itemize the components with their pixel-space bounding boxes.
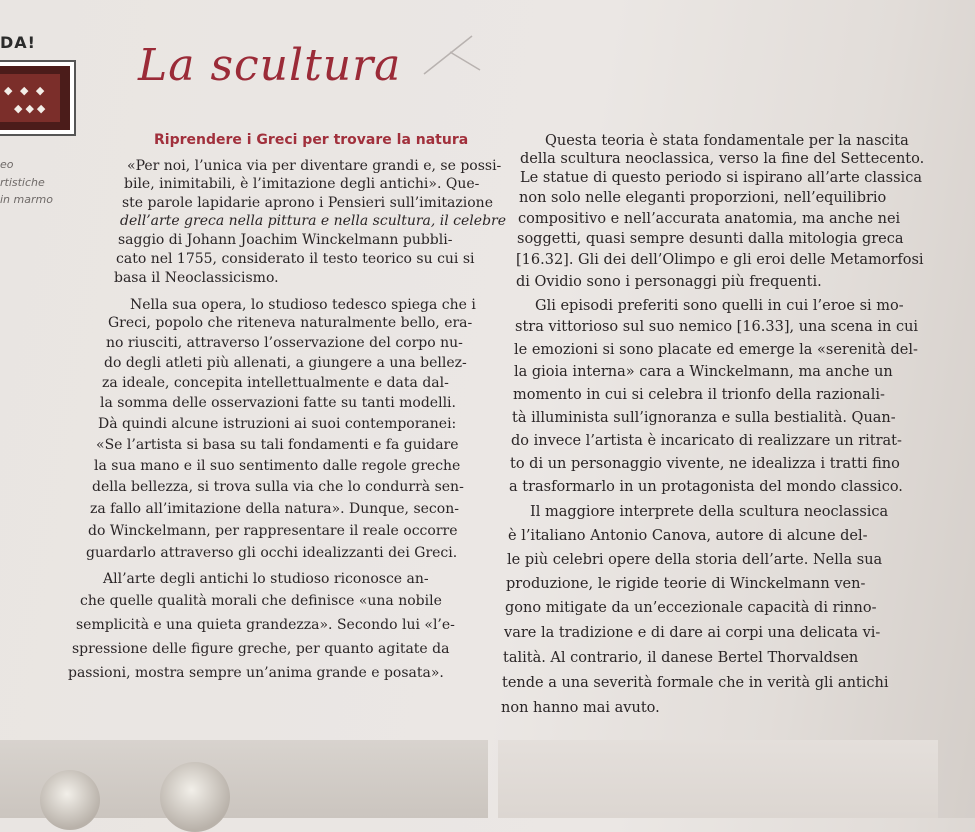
text-line: soggetti, quasi sempre desunti dalla mitologia greca: [517, 231, 904, 247]
text-line: della scultura neoclassica, verso la fine del Settecento.: [520, 151, 925, 167]
text-line: Dà quindi alcune istruzioni ai suoi contemporanei:: [98, 416, 457, 432]
photo-placeholder: [498, 740, 938, 818]
text-line: stra vittorioso sul suo nemico [16.33], una scena in cui: [515, 319, 919, 335]
text-line: la gioia interna» cara a Winckelmann, ma anche un: [514, 364, 893, 380]
text-line: cato nel 1755, considerato il testo teorico su cui si: [116, 251, 475, 267]
text-line: vare la tradizione e di dare ai corpi una delicata vi-: [504, 625, 881, 641]
text-line: la sua mano e il suo sentimento dalle regole greche: [94, 458, 461, 474]
text-line: tà illuminista sull’ignoranza e sulla bestialità. Quan-: [512, 410, 896, 426]
section-badge-icon: [0, 62, 74, 134]
text-line: do degli atleti più allenati, a giungere a una bellez-: [104, 355, 467, 371]
text-line: talità. Al contrario, il danese Bertel Thorvaldsen: [503, 650, 859, 666]
margin-label-2: rtistiche: [0, 176, 45, 189]
text-line: bile, inimitabili, è l’imitazione degli antichi». Que-: [124, 176, 480, 192]
text-line: non solo nelle eleganti proporzioni, nell’equilibrio: [519, 190, 887, 206]
text-line: gono mitigate da un’eccezionale capacità di rinno-: [505, 600, 877, 616]
text-line: [16.32]. Gli dei dell’Olimpo e gli eroi delle Metamorfosi: [516, 252, 924, 268]
text-line: Gli episodi preferiti sono quelli in cui l’eroe si mo-: [535, 298, 904, 314]
margin-section-header: DA!: [0, 33, 36, 52]
page-title: La scultura: [138, 40, 402, 91]
text-line: za fallo all’imitazione della natura». Dunque, secon-: [90, 501, 459, 517]
text-line: All’arte degli antichi lo studioso riconosce an-: [103, 571, 429, 587]
text-line: dell’arte greca nella pittura e nella scultura, il celebre: [120, 213, 507, 229]
text-line: ste parole lapidarie aprono i Pensieri sull’imitazione: [122, 195, 493, 211]
text-line: za ideale, concepita intellettualmente e data dal-: [102, 375, 449, 391]
text-line: è l’italiano Antonio Canova, autore di alcune del-: [508, 528, 868, 544]
text-line: le più celebri opere della storia dell’arte. Nella sua: [507, 552, 883, 568]
sculpture-photo: [0, 740, 488, 818]
text-line: passioni, mostra sempre un’anima grande e posata».: [68, 665, 444, 681]
text-line: no riusciti, attraverso l’osservazione del corpo nu-: [106, 335, 463, 351]
text-line: «Se l’artista si basa su tali fondamenti e fa guidare: [96, 437, 459, 453]
text-line: do Winckelmann, per rappresentare il reale occorre: [88, 523, 458, 539]
text-line: Le statue di questo periodo si ispirano all’arte classica: [520, 170, 922, 186]
title-decoration-icon: [420, 30, 485, 80]
text-line: Il maggiore interprete della scultura neoclassica: [530, 504, 889, 520]
text-line: to di un personaggio vivente, ne idealizza i tratti fino: [510, 456, 900, 472]
margin-label-3: in marmo: [0, 193, 53, 206]
text-line: tende a una severità formale che in verità gli antichi: [502, 675, 889, 691]
margin-label-1: eo: [0, 158, 14, 171]
text-line: guardarlo attraverso gli occhi idealizzanti dei Greci.: [86, 545, 458, 561]
text-line: do invece l’artista è incaricato di realizzare un ritrat-: [511, 433, 902, 449]
text-line: spressione delle figure greche, per quanto agitate da: [72, 641, 450, 657]
text-line: la somma delle osservazioni fatte su tanti modelli.: [100, 395, 456, 411]
text-line: saggio di Johann Joachim Winckelmann pubbli-: [118, 232, 453, 248]
text-line: Questa teoria è stata fondamentale per la nascita: [545, 133, 909, 149]
text-line: Greci, popolo che riteneva naturalmente bello, era-: [108, 315, 473, 331]
text-line: compositivo e nell’accurata anatomia, ma anche nei: [518, 211, 901, 227]
text-line: basa il Neoclassicismo.: [114, 270, 279, 286]
text-line: Nella sua opera, lo studioso tedesco spiega che i: [130, 297, 476, 313]
section-subheading: Riprendere i Greci per trovare la natura: [154, 132, 469, 148]
text-line: della bellezza, si trova sulla via che lo condurrà sen-: [92, 479, 464, 495]
text-line: a trasformarlo in un protagonista del mondo classico.: [509, 479, 903, 495]
text-line: «Per noi, l’unica via per diventare grandi e, se possi-: [127, 158, 502, 174]
text-line: le emozioni si sono placate ed emerge la «serenità del-: [514, 342, 918, 358]
text-line: di Ovidio sono i personaggi più frequenti.: [516, 274, 822, 290]
text-line: momento in cui si celebra il trionfo della razionali-: [513, 387, 885, 403]
text-line: che quelle qualità morali che definisce «una nobile: [80, 593, 442, 609]
text-line: produzione, le rigide teorie di Winckelmann ven-: [506, 576, 866, 592]
text-line: non hanno mai avuto.: [501, 700, 660, 716]
text-line: semplicità e una quieta grandezza». Secondo lui «l’e-: [76, 617, 455, 633]
